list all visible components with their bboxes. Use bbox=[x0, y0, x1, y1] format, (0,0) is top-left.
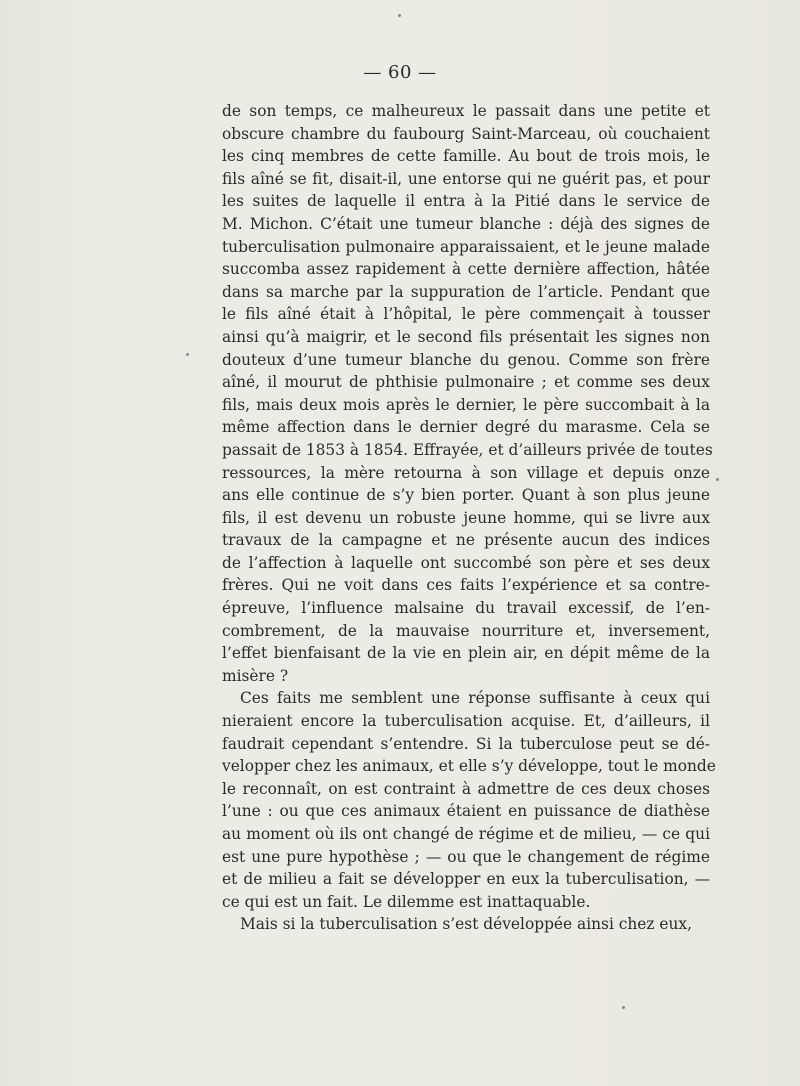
text-line: ans elle continue de s’y bien porter. Quant à son plus jeune bbox=[222, 486, 710, 505]
text-line: l’une : ou que ces animaux étaient en puissance de diathèse bbox=[222, 802, 710, 821]
text-line: de son temps, ce malheureux le passait dans une petite et bbox=[222, 102, 710, 120]
text-line: les cinq membres de cette famille. Au bout de trois mois, le bbox=[222, 147, 710, 166]
text-line: le reconnaît, on est contraint à admettre de ces deux choses bbox=[222, 779, 710, 798]
text-line: épreuve, l’influence malsaine du travail excessif, de l’en- bbox=[222, 599, 710, 618]
page-number: — 60 — bbox=[363, 62, 437, 83]
text-line: au moment où ils ont changé de régime et de milieu, — ce qui bbox=[222, 825, 710, 843]
text-line: velopper chez les animaux, et elle s’y développe, tout le monde bbox=[222, 757, 716, 776]
paper-speck bbox=[716, 478, 719, 481]
text-line: nieraient encore la tuberculisation acquise. Et, d’ailleurs, il bbox=[222, 712, 710, 731]
text-line: dans sa marche par la suppuration de l’article. Pendant que bbox=[222, 282, 710, 301]
text-line: les suites de laquelle il entra à la Pitié dans le service de bbox=[222, 192, 710, 211]
paper-speck bbox=[398, 14, 401, 17]
text-line: même affection dans le dernier degré du marasme. Cela se bbox=[222, 418, 710, 437]
text-line: passait de 1853 à 1854. Effrayée, et d’ailleurs privée de toutes bbox=[222, 440, 713, 459]
paper-speck bbox=[186, 353, 189, 356]
text-line: faudrait cependant s’entendre. Si la tuberculose peut se dé- bbox=[222, 734, 710, 753]
text-line: fils, mais deux mois après le dernier, le père succombait à la bbox=[222, 395, 710, 414]
text-line: frères. Qui ne voit dans ces faits l’expérience et sa contre- bbox=[222, 576, 710, 595]
text-line: l’effet bienfaisant de la vie en plein air, en dépit même de la bbox=[222, 644, 710, 663]
text-line: combrement, de la mauvaise nourriture et, inversement, bbox=[222, 621, 710, 640]
text-line: douteux d’une tumeur blanche du genou. Comme son frère bbox=[222, 350, 710, 369]
text-line: succomba assez rapidement à cette dernière affection, hâtée bbox=[222, 260, 710, 279]
text-line: aîné, il mourut de phthisie pulmonaire ; et comme ses deux bbox=[222, 373, 710, 392]
text-line: Mais si la tuberculisation s’est développée ainsi chez eux, bbox=[240, 915, 692, 934]
body-text bbox=[222, 100, 716, 936]
text-line: ainsi qu’à maigrir, et le second fils présentait les signes non bbox=[222, 327, 710, 346]
text-line: Ces faits me semblent une réponse suffisante à ceux qui bbox=[240, 689, 710, 708]
text-line: ressources, la mère retourna à son village et depuis onze bbox=[222, 463, 710, 482]
text-line: tuberculisation pulmonaire apparaissaient, et le jeune malade bbox=[222, 237, 710, 256]
text-line: misère ? bbox=[222, 666, 289, 685]
text-line: le fils aîné était à l’hôpital, le père commençait à tousser bbox=[222, 305, 710, 324]
text-line: ce qui est un fait. Le dilemme est inattaquable. bbox=[222, 892, 591, 911]
text-line: et de milieu a fait se développer en eux la tuberculisation, — bbox=[222, 870, 710, 889]
paper-speck bbox=[622, 1006, 625, 1009]
text-line: fils aîné se fit, disait-il, une entorse qui ne guérit pas, et pour bbox=[222, 169, 710, 188]
text-line: travaux de la campagne et ne présente aucun des indices bbox=[222, 531, 710, 550]
text-line: est une pure hypothèse ; — ou que le changement de régime bbox=[222, 847, 710, 866]
text-line: de l’affection à laquelle ont succombé son père et ses deux bbox=[222, 553, 710, 572]
text-line: M. Michon. C’était une tumeur blanche : déjà des signes de bbox=[222, 214, 710, 233]
text-line: obscure chambre du faubourg Saint-Marceau, où couchaient bbox=[222, 124, 710, 143]
text-line: fils, il est devenu un robuste jeune homme, qui se livre aux bbox=[222, 508, 710, 527]
